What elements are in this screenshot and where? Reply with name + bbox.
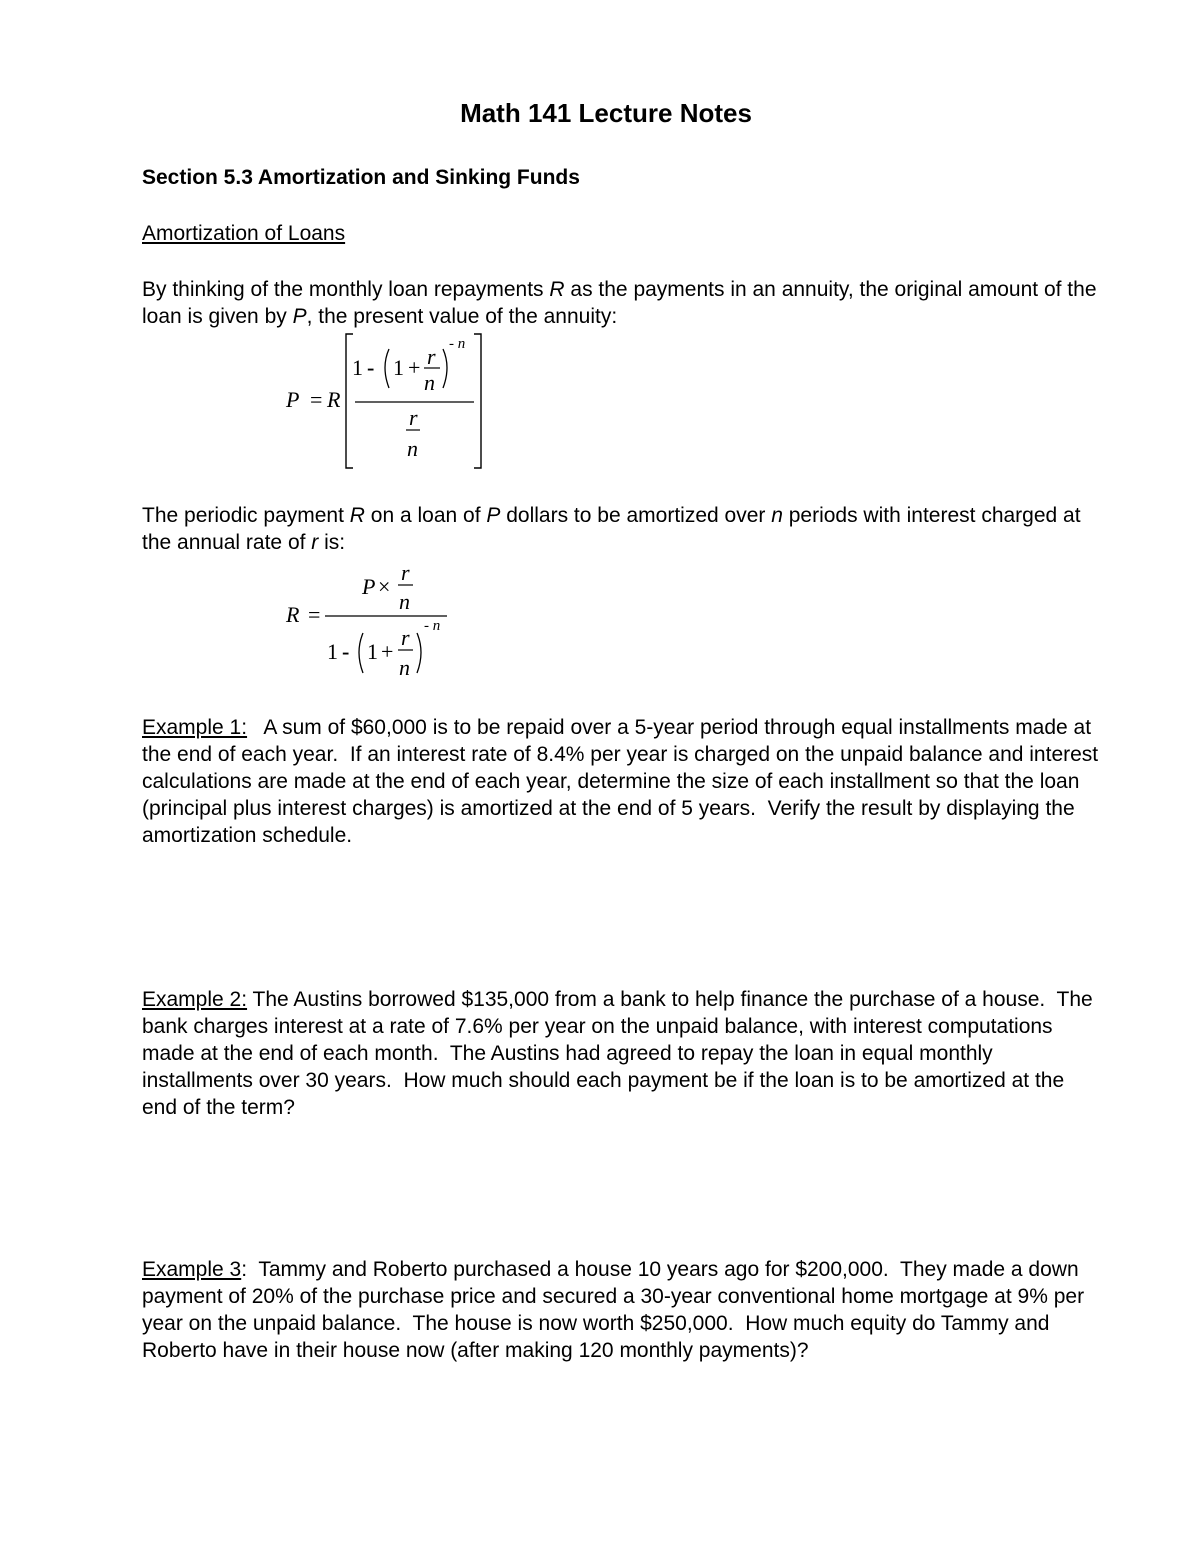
pv-n-den-2: n <box>407 436 418 461</box>
pv-n-den: n <box>424 370 435 395</box>
page-title: Math 141 Lecture Notes <box>460 98 752 128</box>
intro-var-r: R <box>549 278 565 301</box>
example-3 <box>142 1256 1102 1364</box>
payment-formula <box>270 560 470 685</box>
example-2-label: Example 2: <box>142 988 248 1011</box>
pay-left-paren <box>359 633 363 673</box>
pay-times: × <box>378 574 391 599</box>
pay-r-in: r <box>401 625 410 650</box>
payment-var-r2: r <box>311 531 319 554</box>
pay-p: P <box>362 574 376 599</box>
pay-r-num: r <box>401 560 410 585</box>
payment-paragraph <box>142 502 1102 556</box>
pv-left-paren <box>385 349 389 388</box>
intro-text-2: as the payments in an annuity, the original amount of the loan is given by <box>142 278 1097 328</box>
present-value-formula <box>270 330 500 475</box>
payment-var-n: n <box>771 504 783 527</box>
pay-one-inner: 1 <box>367 639 378 664</box>
example-3-text: : Tammy and Roberto purchased a house 10 years ago for $200,000. They made a down payment of 20% of the purchase price and secured a 30-year conventional home mortgage at 9% per year on the unpaid balance. The house is now worth $250,000. How much equity do Tammy and Roberto have in their house now (after making 120 monthly payments)? <box>142 1258 1090 1362</box>
pay-equals: = <box>308 602 321 627</box>
pv-one-inner: 1 <box>393 355 404 380</box>
example-3-label: Example 3 <box>142 1258 242 1281</box>
pay-right-paren <box>417 633 421 673</box>
payment-text-5: is: <box>318 531 346 554</box>
example-2 <box>142 986 1102 1121</box>
intro-paragraph <box>142 276 1102 330</box>
payment-text-3: dollars to be amortized over <box>500 504 772 527</box>
example-2-text: The Austins borrowed $135,000 from a bank to help finance the purchase of a house. The bank charges interest at a rate of 7.6% per year on the unpaid balance, with interest computations made at the end of each month. The Austins had agreed to repay the loan in equal monthly installments over 30 years. How much should each payment be if the loan is to be amortized at the end of the term? <box>142 988 1099 1119</box>
pv-r-den: r <box>409 405 418 430</box>
pv-r-num: r <box>427 344 436 369</box>
pay-lhs: R <box>286 602 300 627</box>
pv-one: 1 <box>352 355 363 380</box>
payment-text-1: The periodic payment <box>142 504 350 527</box>
pay-exponent: - n <box>424 618 441 634</box>
pay-n-in: n <box>399 655 410 680</box>
pay-minus: - <box>342 639 350 664</box>
pv-plus: + <box>408 355 421 380</box>
pay-n-den: n <box>399 589 410 614</box>
pay-plus: + <box>381 639 394 664</box>
pv-equals: = <box>310 387 323 412</box>
pv-exponent: - n <box>449 336 466 352</box>
pv-right-bracket <box>474 334 481 468</box>
example-1 <box>142 714 1102 849</box>
subheading: Amortization of Loans <box>142 222 346 245</box>
intro-var-p: P <box>292 305 307 328</box>
example-1-text: A sum of $60,000 is to be repaid over a 5-year period through equal installments made at the end of each year. If an interest rate of 8.4% per year is charged on the unpaid balance and interest calculations are made at the end of each year, determine the size of each installment so that the loan (principal plus interest charges) is amortized at the end of 5 years. Verify the result by displaying the amortization schedule. <box>142 716 1104 847</box>
pay-one: 1 <box>327 639 338 664</box>
example-1-label: Example 1: <box>142 716 248 739</box>
pv-right-paren <box>443 349 447 388</box>
payment-var-p: P <box>486 504 501 527</box>
section-heading: Section 5.3 Amortization and Sinking Funds <box>142 166 580 189</box>
intro-text-3: , the present value of the annuity: <box>306 305 618 328</box>
payment-text-2: on a loan of <box>364 504 487 527</box>
payment-text-4: periods with interest charged at the annual rate of <box>142 504 1081 554</box>
pv-mult: R <box>327 387 341 412</box>
intro-text-1: By thinking of the monthly loan repayments <box>142 278 550 301</box>
pv-minus: - <box>367 355 375 380</box>
payment-var-r: R <box>349 504 365 527</box>
pv-lhs: P <box>286 387 300 412</box>
